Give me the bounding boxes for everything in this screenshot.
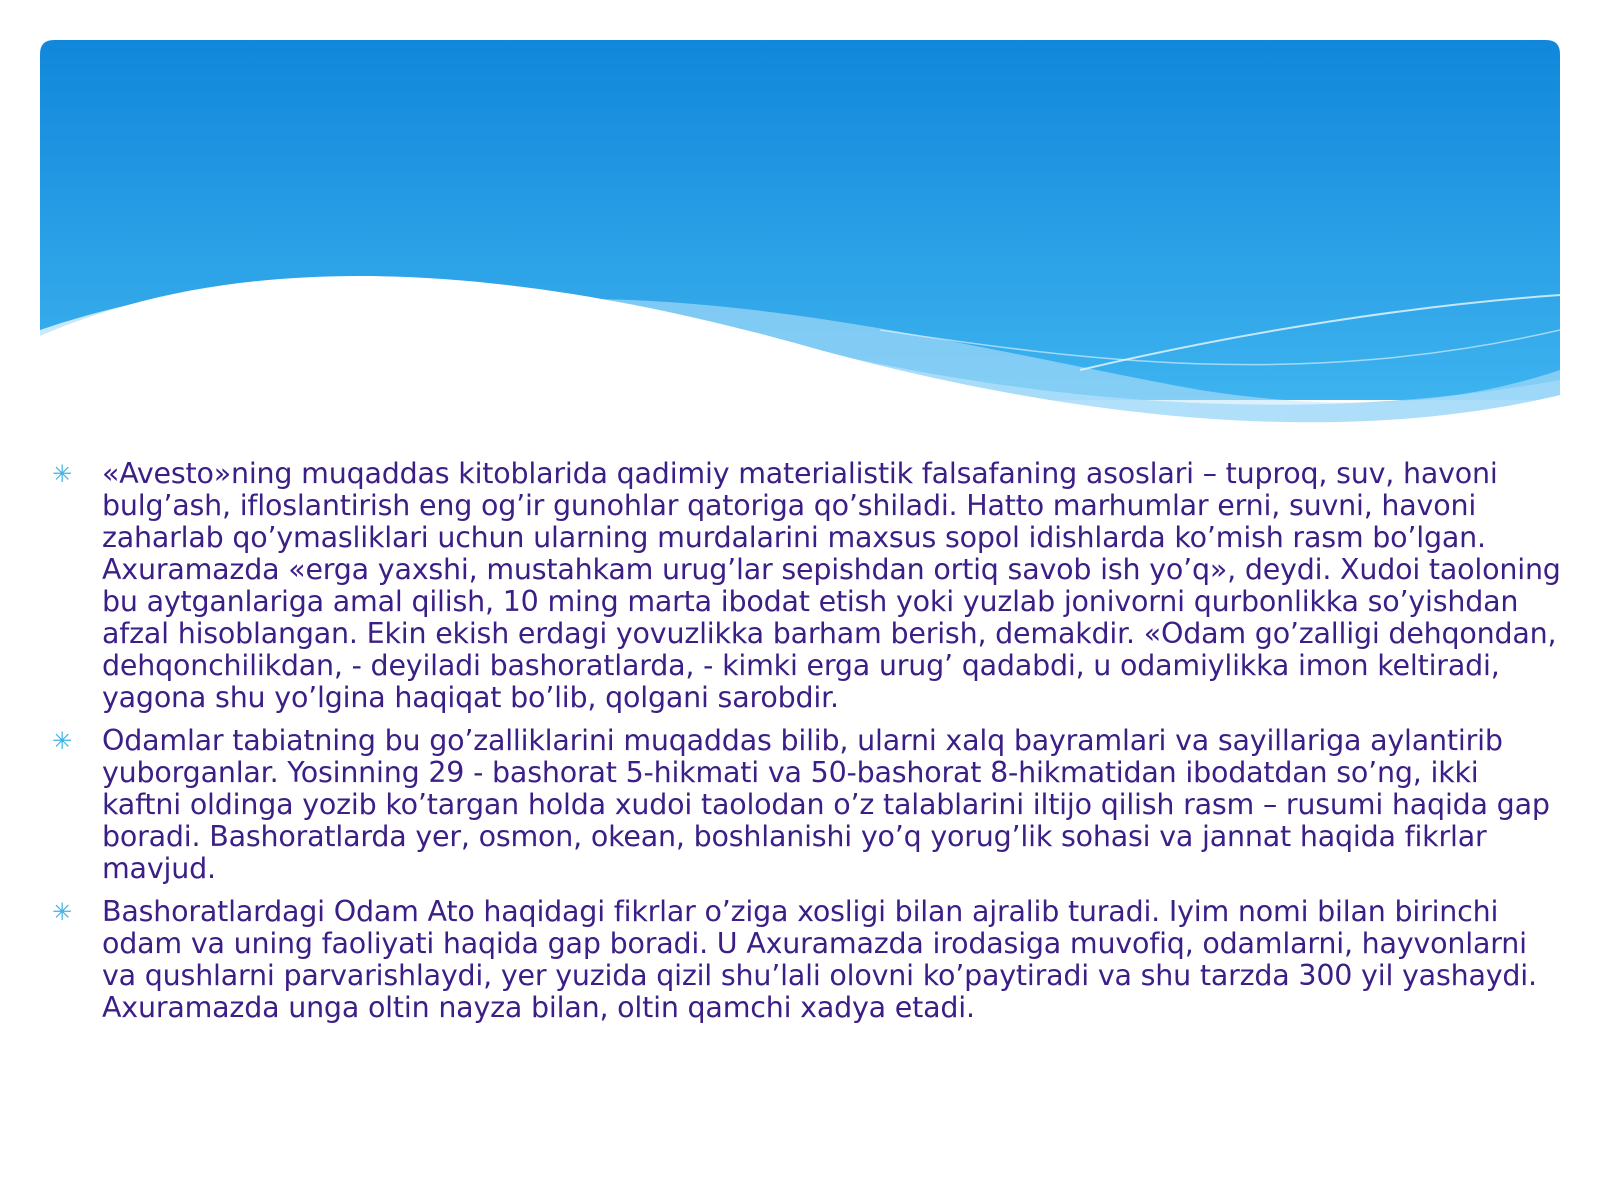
bullet-item bbox=[52, 896, 1562, 1024]
asterisk-bullet-icon: ✳ bbox=[52, 898, 72, 926]
bullet-item bbox=[52, 458, 1562, 714]
slide-body bbox=[52, 458, 1562, 1035]
asterisk-bullet-icon: ✳ bbox=[52, 460, 72, 488]
bullet-text: Odamlar tabiatning bu go’zalliklarini muqaddas bilib, ularni xalq bayramlari va sayillariga aylantirib yuborganlar. Yosinning 29 - bashorat 5-hikmati va 50-bashorat 8-hikmatidan ibodatdan so’ng, ikki kaftni oldinga yozib ko’targan holda xudoi taolodan o’z talablarini iltijo qilish rasm – rusumi haqida gap boradi. Bashoratlarda yer, osmon, okean, boshlanishi yo’q yorug’lik sohasi va jannat haqida fikrlar mavjud. bbox=[102, 724, 1550, 885]
bullet-text: «Avesto»ning muqaddas kitoblarida qadimiy materialistik falsafaning asoslari – tuproq, suv, havoni bulg’ash, ifloslantirish eng og’ir gunohlar qatoriga qo’shiladi. Hatto marhumlar erni, suvni, havoni zaharlab qo’ymasliklari uchun ularning murdalarini maxsus sopol idishlarda ko’mish rasm bo’lgan. Axuramazda «erga yaxshi, mustahkam urug’lar sepishdan ortiq savob ish yo’q», deydi. Xudoi taoloning bu aytganlariga amal qilish, 10 ming marta ibodat etish yoki yuzlab jonivorni qurbonlikka so’yishdan afzal hisoblangan. Ekin ekish erdagi yovuzlikka barham berish, demakdir. «Odam go’zalligi dehqondan, dehqonchilikdan, - deyiladi bashoratlarda, - kimki erga urug’ qadabdi, u odamiylikka imon keltiradi, yagona shu yo’lgina haqiqat bo’lib, qolgani sarobdir. bbox=[102, 457, 1561, 714]
bullet-text: Bashoratlardagi Odam Ato haqidagi fikrlar o’ziga xosligi bilan ajralib turadi. Iyim nomi bilan birinchi odam va uning faoliyati haqida gap boradi. U Axuramazda irodasiga muvofiq, odamlarni, hayvonlarni va qushlarni parvarishlaydi, yer yuzida qizil shu’lali olovni ko’paytiradi va shu tarzda 300 yil yashaydi. Axuramazda unga oltin nayza bilan, oltin qamchi xadya etadi. bbox=[102, 895, 1537, 1024]
bullet-list bbox=[52, 458, 1562, 1024]
wave-banner bbox=[0, 0, 1600, 460]
asterisk-bullet-icon: ✳ bbox=[52, 727, 72, 755]
bullet-item bbox=[52, 725, 1562, 885]
